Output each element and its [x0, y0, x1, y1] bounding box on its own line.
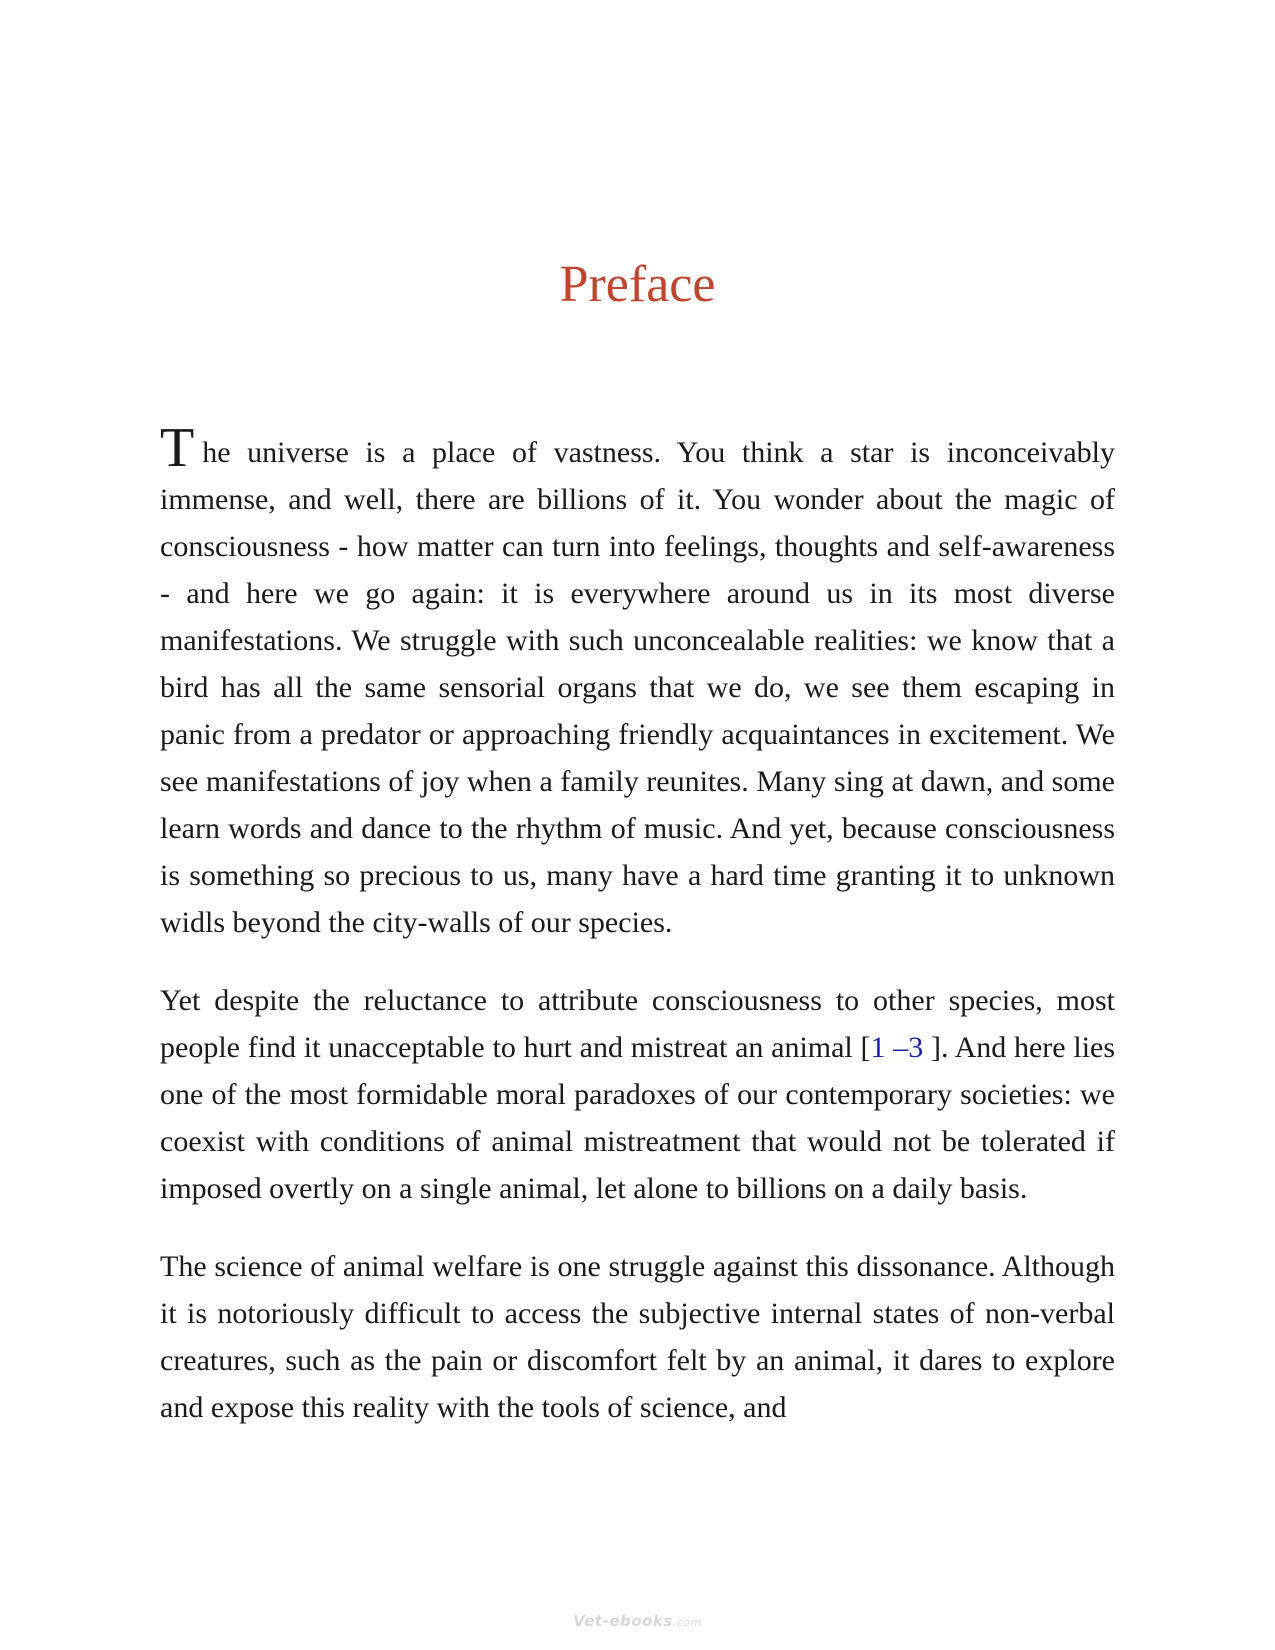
paragraph-3-text: The science of animal welfare is one struggle against this dissonance. Although it is notoriously difficult to access the subjective internal states of non-verbal creatures, such as the pain or discomfort felt by an animal, it dares to explore and expose this reality with the tools of science, and [160, 1250, 1115, 1424]
watermark-main: Vet-ebooks [573, 1612, 673, 1630]
citation-link-3[interactable]: 3 [908, 1031, 924, 1064]
citation-range-separator: – [885, 1031, 909, 1064]
watermark-logo [0, 1612, 1275, 1630]
paragraph-1 [160, 417, 1115, 946]
paragraph-2-text-before: Yet despite the reluctance to attribute consciousness to other species, most people find it unacceptable to hurt and mistreat an animal [ [160, 984, 1115, 1064]
drop-cap: T [160, 417, 195, 479]
page-title: Preface [559, 256, 716, 313]
paragraph-1-text: he universe is a place of vastness. You think a star is inconceivably immense, and well, there are billions of it. You wonder about the magic of consciousness - how matter can turn into feelings, thoughts and self-awareness - and here we go again: it is everywhere around us in its most diverse manifestations. We struggle with such unconcealable realities: we know that a bird has all the same sensorial organs that we do, we see them escaping in panic from a predator or approaching friendly acquaintances in excitement. We see manifestations of joy when a family reunites. Many sing at dawn, and some learn words and dance to the rhythm of music. And yet, because consciousness is something so precious to us, many have a hard time granting it to unknown widls beyond the city-walls of our species. [160, 436, 1115, 939]
paragraph-3 [160, 1243, 1115, 1431]
paragraph-2 [160, 977, 1115, 1212]
paragraph-2-text-after: ]. And here lies one of the most formidable moral paradoxes of our contemporary societies: we coexist with conditions of animal mistreatment that would not be tolerated if imposed overtly on a single animal, let alone to billions on a daily basis. [160, 1031, 1116, 1205]
citation-link-1[interactable]: 1 [870, 1031, 886, 1064]
watermark-suffix: .com [672, 1616, 702, 1629]
body-text [160, 417, 1116, 1462]
